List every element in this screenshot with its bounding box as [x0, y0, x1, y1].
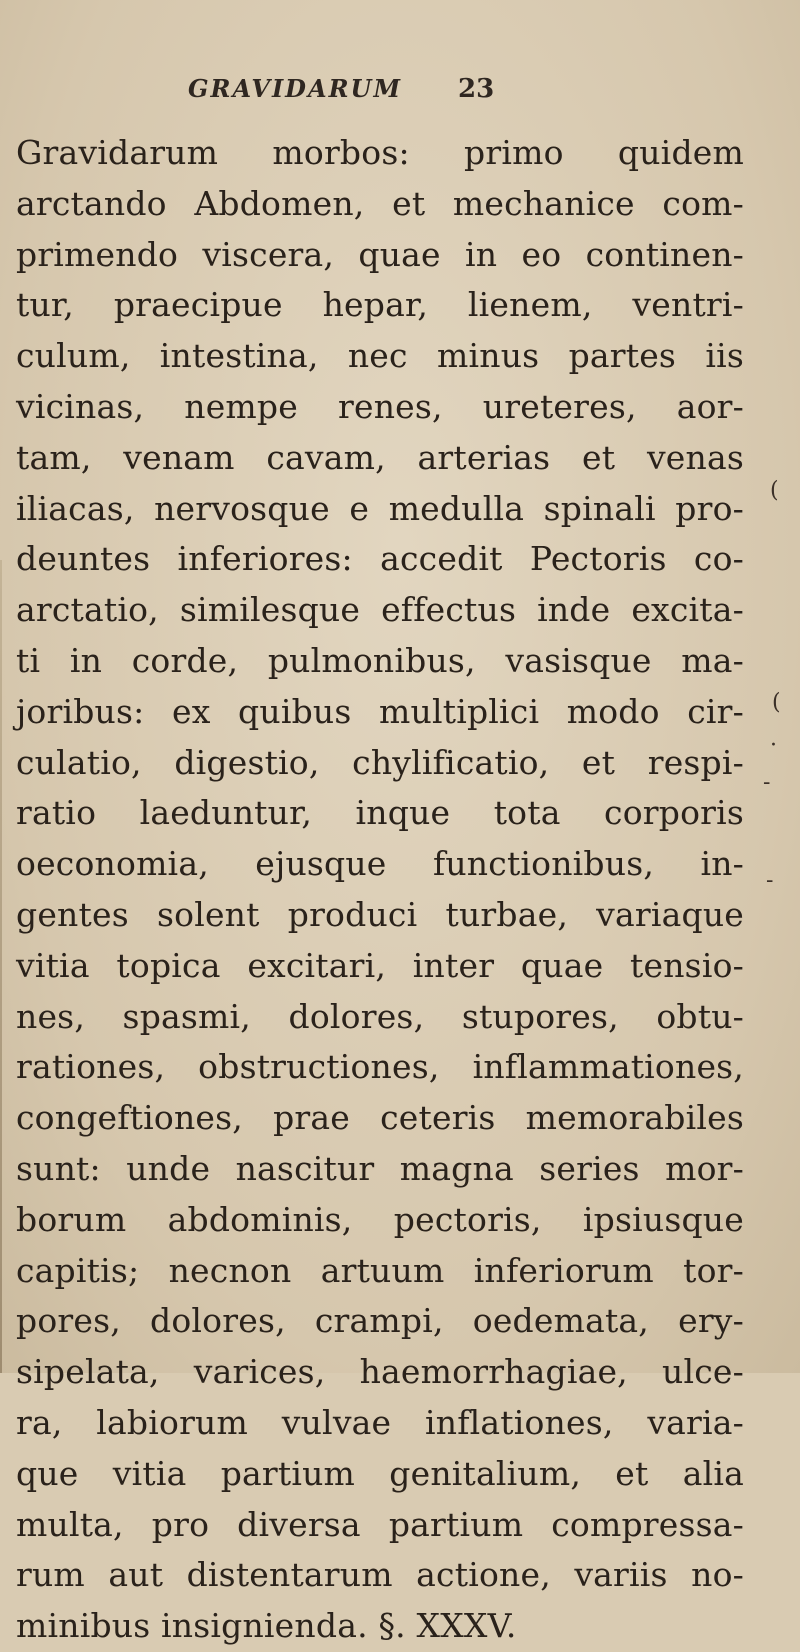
text-line: deuntes inferiores: accedit Pectoris co-	[16, 539, 744, 579]
text-line: culatio, digestio, chylificatio, et respi-	[16, 742, 744, 782]
text-line: tam, venam cavam, arterias et venas	[16, 437, 744, 477]
gutter-shadow	[0, 560, 2, 1373]
text-line: Gravidarum morbos: primo quidem	[16, 133, 744, 172]
text-line: rum aut distentarum actione, variis no-	[16, 1555, 744, 1595]
text-line: sipelata, varices, haemorrhagiae, ulce-	[16, 1352, 744, 1392]
text-line: rationes, obstructiones, inflammationes,	[16, 1047, 744, 1087]
page-header	[0, 74, 800, 114]
margin-mark: -	[766, 868, 774, 893]
text-line: borum abdominis, pectoris, ipsiusque	[16, 1199, 744, 1239]
text-line: multa, pro diversa partium compressa-	[16, 1504, 744, 1544]
text-line: gentes solent produci turbae, variaque	[16, 894, 744, 934]
body-text	[16, 128, 744, 1652]
margin-mark: (	[772, 690, 781, 715]
text-line: iliacas, nervosque e medulla spinali pro-	[16, 488, 744, 528]
text-line: joribus: ex quibus multiplici modo cir-	[16, 691, 744, 731]
text-line: pores, dolores, crampi, oedemata, ery-	[16, 1301, 744, 1341]
text-line: que vitia partium genitalium, et alia	[16, 1453, 744, 1493]
text-line: vitia topica excitari, inter quae tensio-	[16, 945, 744, 985]
text-line: vicinas, nempe renes, ureteres, aor-	[16, 386, 744, 426]
text-line: culum, intestina, nec minus partes iis	[16, 336, 744, 376]
margin-mark: -	[763, 770, 771, 795]
text-line: capitis; necnon artuum inferiorum tor-	[16, 1250, 744, 1290]
text-line: oeconomia, ejusque functionibus, in-	[16, 844, 744, 884]
running-head: GRAVIDARUM	[188, 74, 403, 103]
text-line: sunt: unde nascitur magna series mor-	[16, 1148, 744, 1188]
text-line: tur, praecipue hepar, lienem, ventri-	[16, 285, 744, 325]
text-line: arctatio, similesque effectus inde excita-	[16, 590, 744, 630]
margin-mark: ·	[770, 733, 777, 758]
text-line: congeftiones, prae ceteris memorabiles	[16, 1098, 744, 1138]
text-line: arctando Abdomen, et mechanice com-	[16, 183, 744, 223]
text-line: ratio laeduntur, inque tota corporis	[16, 793, 744, 833]
margin-mark: (	[770, 478, 779, 503]
text-line-last: minibus insignienda. §. XXXV.	[16, 1606, 517, 1646]
text-line: ra, labiorum vulvae inflationes, varia-	[16, 1402, 744, 1442]
text-line: primendo viscera, quae in eo continen-	[16, 234, 744, 274]
text-line: ti in corde, pulmonibus, vasisque ma-	[16, 640, 744, 680]
page-number: 23	[458, 74, 495, 104]
text-line: nes, spasmi, dolores, stupores, obtu-	[16, 996, 744, 1036]
